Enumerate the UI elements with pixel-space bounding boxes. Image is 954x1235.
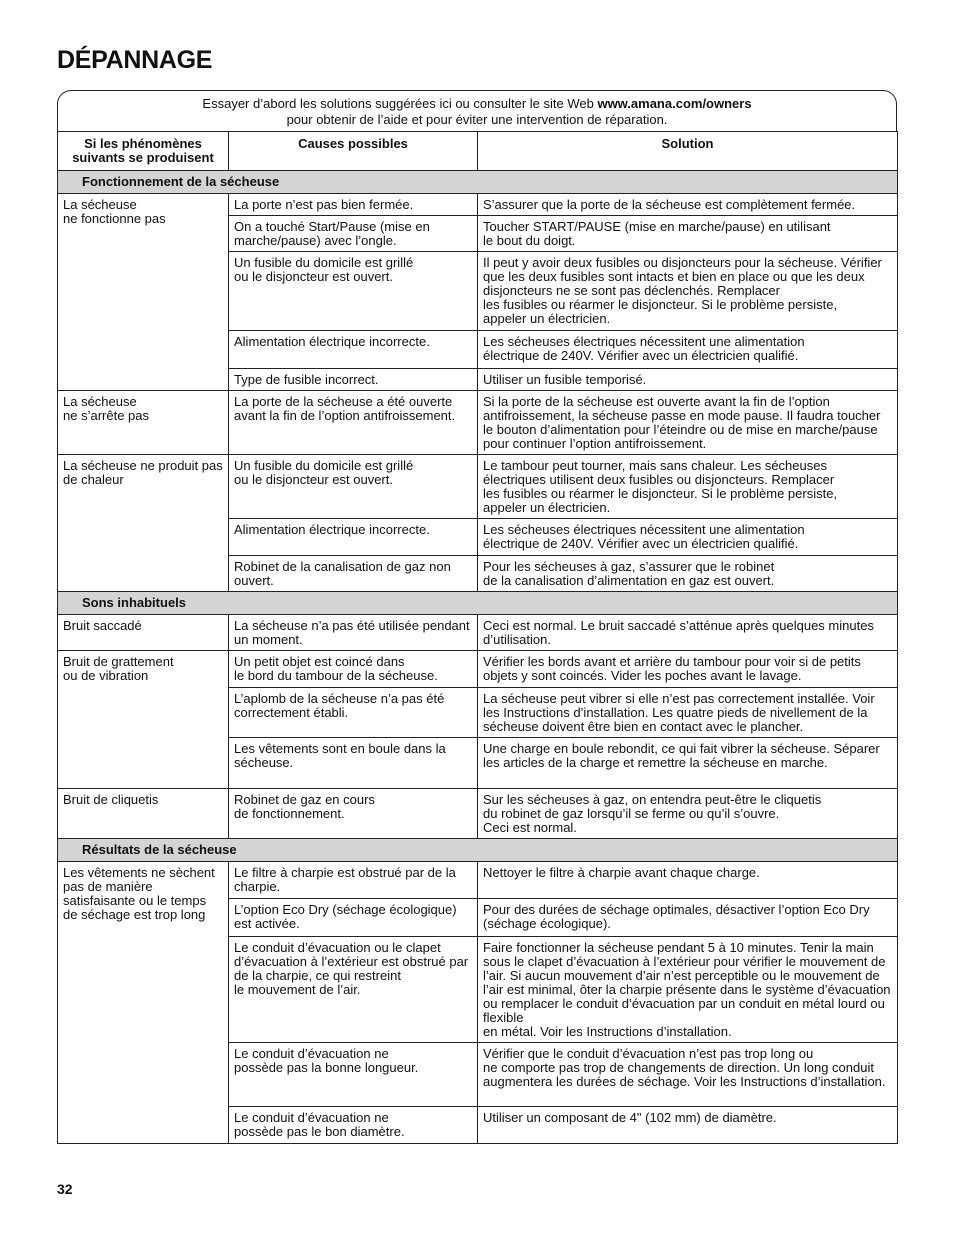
solution-cell: S’assurer que la porte de la sécheuse est complètement fermée. (478, 194, 898, 216)
problem-cell: La sécheuse ne fonctionne pas (58, 194, 229, 391)
section-header (58, 171, 898, 194)
page-title: DÉPANNAGE (57, 46, 213, 74)
intro-frame (57, 90, 897, 131)
table-body (58, 171, 898, 1144)
cause-cell: Le conduit d’évacuation ou le clapet d’évacuation à l’extérieur est obstrué par de la charpie, ce qui restreint le mouvement de l’air. (229, 937, 478, 1043)
solution-cell: Toucher START/PAUSE (mise en marche/pause) en utilisant le bout du doigt. (478, 216, 898, 252)
cause-cell: Un fusible du domicile est grillé ou le disjoncteur est ouvert. (229, 455, 478, 519)
solution-cell: Utiliser un fusible temporisé. (478, 369, 898, 391)
problem-cell: Les vêtements ne sèchent pas de manière satisfaisante ou le temps de séchage est trop long (58, 862, 229, 1144)
section-header (58, 592, 898, 615)
cause-cell: Robinet de la canalisation de gaz non ouvert. (229, 556, 478, 592)
table-row (58, 862, 898, 899)
cause-cell: Le filtre à charpie est obstrué par de la charpie. (229, 862, 478, 899)
solution-cell: Utiliser un composant de 4" (102 mm) de diamètre. (478, 1107, 898, 1144)
problem-cell: Bruit de cliquetis (58, 789, 229, 839)
cause-cell: Alimentation électrique incorrecte. (229, 519, 478, 556)
table-row (58, 651, 898, 688)
cause-cell: Robinet de gaz en cours de fonctionnement. (229, 789, 478, 839)
table-row (58, 615, 898, 651)
page-number: 32 (57, 1181, 73, 1197)
cause-cell: La porte n’est pas bien fermée. (229, 194, 478, 216)
section-title: Sons inhabituels (58, 592, 898, 615)
header-phenomena: Si les phénomènes suivants se produisent (58, 132, 229, 171)
table-row (58, 391, 898, 455)
solution-cell: Pour les sécheuses à gaz, s’assurer que le robinet de la canalisation d’alimentation en gaz est ouvert. (478, 556, 898, 592)
cause-cell: Type de fusible incorrect. (229, 369, 478, 391)
solution-cell: Le tambour peut tourner, mais sans chaleur. Les sécheuses électriques utilisent deux fusibles ou disjoncteurs. Remplacer les fusibles ou réarmer le disjoncteur. Si le problème persiste, appeler un électricien. (478, 455, 898, 519)
solution-cell: Faire fonctionner la sécheuse pendant 5 à 10 minutes. Tenir la main sous le clapet d’évacuation à l’extérieur pour vérifier le mouvement de l’air. Si aucun mouvement d’air n’est perceptible ou le mouvement de l’air est minimal, ôter la charpie présente dans le système d’évacuation ou remplacer le conduit d’évacuation par un conduit en métal lourd ou flexible en métal. Voir les Instructions d’installation. (478, 937, 898, 1043)
section-title: Fonctionnement de la sécheuse (58, 171, 898, 194)
cause-cell: Le conduit d’évacuation ne possède pas le bon diamètre. (229, 1107, 478, 1144)
cause-cell: Le conduit d’évacuation ne possède pas la bonne longueur. (229, 1043, 478, 1107)
table-row (58, 194, 898, 216)
solution-cell: Vérifier les bords avant et arrière du tambour pour voir si de petits objets y sont coincés. Vider les poches avant le lavage. (478, 651, 898, 688)
troubleshooting-table (57, 131, 898, 1144)
intro-text (58, 91, 896, 131)
table-row (58, 455, 898, 519)
header-solution: Solution (478, 132, 898, 171)
cause-cell: Un petit objet est coincé dans le bord du tambour de la sécheuse. (229, 651, 478, 688)
cause-cell: Alimentation électrique incorrecte. (229, 331, 478, 369)
section-title: Résultats de la sécheuse (58, 839, 898, 862)
problem-cell: La sécheuse ne s’arrête pas (58, 391, 229, 455)
solution-cell: Pour des durées de séchage optimales, désactiver l’option Eco Dry (séchage écologique). (478, 899, 898, 937)
solution-cell: Nettoyer le filtre à charpie avant chaque charge. (478, 862, 898, 899)
problem-cell: La sécheuse ne produit pas de chaleur (58, 455, 229, 592)
intro-line2: pour obtenir de l’aide et pour éviter une intervention de réparation. (286, 112, 668, 127)
solution-cell: Les sécheuses électriques nécessitent une alimentation électrique de 240V. Vérifier avec un électricien qualifié. (478, 331, 898, 369)
solution-cell: La sécheuse peut vibrer si elle n’est pas correctement installée. Voir les Instructions d’installation. Les quatre pieds de nivellement de la sécheuse doivent être bien en contact avec le plancher. (478, 688, 898, 738)
solution-cell: Ceci est normal. Le bruit saccadé s’atténue après quelques minutes d’utilisation. (478, 615, 898, 651)
solution-cell: Une charge en boule rebondit, ce qui fait vibrer la sécheuse. Séparer les articles de la charge et remettre la sécheuse en marche. (478, 738, 898, 789)
cause-cell: On a touché Start/Pause (mise en marche/pause) avec l’ongle. (229, 216, 478, 252)
solution-cell: Il peut y avoir deux fusibles ou disjoncteurs pour la sécheuse. Vérifier que les deux fusibles sont intacts et bien en place ou que les deux disjoncteurs ne se sont pas déclenchés. Remplacer les fusibles ou réarmer le disjoncteur. Si le problème persiste, appeler un électricien. (478, 252, 898, 331)
table-header-row (58, 132, 898, 171)
cause-cell: L’option Eco Dry (séchage écologique) est activée. (229, 899, 478, 937)
cause-cell: La sécheuse n’a pas été utilisée pendant un moment. (229, 615, 478, 651)
cause-cell: Un fusible du domicile est grillé ou le disjoncteur est ouvert. (229, 252, 478, 331)
intro-line1: Essayer d’abord les solutions suggérées ici ou consulter le site Web (202, 96, 598, 111)
problem-cell: Bruit de grattement ou de vibration (58, 651, 229, 789)
website-link[interactable]: www.amana.com/owners (597, 96, 752, 111)
table-row (58, 789, 898, 839)
solution-cell: Les sécheuses électriques nécessitent une alimentation électrique de 240V. Vérifier avec un électricien qualifié. (478, 519, 898, 556)
solution-cell: Vérifier que le conduit d’évacuation n’est pas trop long ou ne comporte pas trop de changements de direction. Un long conduit augmentera les durées de séchage. Voir les Instructions d’installation. (478, 1043, 898, 1107)
section-header (58, 839, 898, 862)
cause-cell: La porte de la sécheuse a été ouverte avant la fin de l’option antifroissement. (229, 391, 478, 455)
problem-cell: Bruit saccadé (58, 615, 229, 651)
cause-cell: L’aplomb de la sécheuse n’a pas été correctement établi. (229, 688, 478, 738)
cause-cell: Les vêtements sont en boule dans la sécheuse. (229, 738, 478, 789)
header-causes: Causes possibles (229, 132, 478, 171)
solution-cell: Sur les sécheuses à gaz, on entendra peut-être le cliquetis du robinet de gaz lorsqu’il se ferme ou qu’il s’ouvre. Ceci est normal. (478, 789, 898, 839)
solution-cell: Si la porte de la sécheuse est ouverte avant la fin de l’option antifroissement, la sécheuse passe en mode pause. Il faudra toucher le bouton d’alimentation pour l’éteindre ou de mise en marche/pause pour continuer l’option antifroissement. (478, 391, 898, 455)
